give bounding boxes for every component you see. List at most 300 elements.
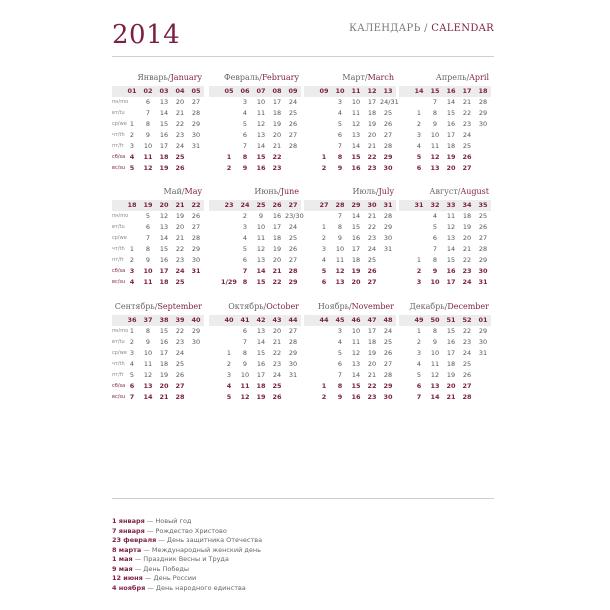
day-cell: 16 [272, 212, 282, 220]
day-cell: 8 [145, 245, 151, 253]
day-cell: 16 [159, 131, 169, 139]
day-cell [285, 163, 301, 174]
day-cell: 19 [462, 223, 472, 231]
week-column [269, 97, 285, 174]
day-cell: 15 [351, 382, 361, 390]
day-cell: 19 [159, 371, 169, 379]
week-column [380, 326, 396, 403]
day-cell: 6 [432, 234, 438, 242]
day-cell: 4 [242, 234, 248, 242]
day-cell: 1 [129, 120, 135, 128]
day-cell: 3 [129, 267, 135, 275]
day-cell: 22 [462, 256, 472, 264]
day-cell: 20 [159, 382, 169, 390]
day-cell [221, 108, 237, 119]
week-column [285, 211, 304, 288]
week-column [316, 97, 332, 174]
day-cell [221, 255, 237, 266]
week-column [188, 326, 204, 403]
weekday-label: вт/tu [112, 110, 125, 116]
month-row [112, 186, 494, 301]
week-number: 47 [367, 316, 377, 324]
day-cell: 19 [446, 371, 456, 379]
day-cell: 11 [256, 234, 266, 242]
week-column [443, 97, 459, 174]
day-cell: 1 [321, 223, 327, 231]
day-cell [411, 97, 427, 108]
day-cell: 19 [272, 245, 282, 253]
day-cell: 1 [129, 327, 135, 335]
weekday-label: чт/th [112, 361, 125, 367]
day-columns [209, 211, 304, 288]
day-cell [316, 359, 332, 370]
day-cell: 23 [367, 234, 377, 242]
day-cell [221, 337, 237, 348]
day-cell: 30 [288, 360, 298, 368]
day-cell: 25 [288, 109, 298, 117]
week-column [156, 97, 172, 174]
weekday-label: вс/su [112, 165, 126, 171]
week-number: 40 [224, 316, 234, 324]
holiday-item [112, 517, 492, 527]
day-cell: 27 [288, 256, 298, 264]
day-columns [112, 211, 204, 288]
day-cell: 15 [256, 153, 266, 161]
weekday-label: вт/tu [112, 224, 125, 230]
day-cell: 23 [175, 338, 185, 346]
day-cell: 8 [432, 109, 438, 117]
day-cell: 27 [288, 131, 298, 139]
month-name-ru: Апрель/ [435, 73, 470, 82]
day-cell: 11 [143, 278, 153, 286]
day-cell: 3 [416, 349, 422, 357]
day-cell: 2 [226, 164, 232, 172]
day-cell [188, 359, 204, 370]
day-cell: 29 [383, 382, 393, 390]
day-cell: 11 [335, 256, 345, 264]
week-number: 11 [351, 87, 361, 95]
month-row [112, 301, 494, 411]
day-cell: 5 [432, 223, 438, 231]
day-cell: 23 [462, 267, 472, 275]
month-block [304, 186, 396, 288]
day-cell: 27 [383, 131, 393, 139]
day-cell [380, 266, 396, 277]
week-column [124, 211, 140, 288]
day-cell [188, 381, 204, 392]
day-cell: 1 [416, 327, 422, 335]
day-cell [285, 392, 301, 403]
week-column [253, 326, 269, 403]
day-cell: 17 [446, 278, 456, 286]
day-cell: 18 [272, 109, 282, 117]
day-cell: 9 [242, 164, 248, 172]
holiday-name: — Рождество Христово [144, 526, 227, 535]
month-block [399, 301, 491, 403]
day-cell: 12 [335, 267, 345, 275]
day-cell: 29 [478, 256, 488, 264]
day-cell: 12 [143, 371, 153, 379]
year-heading: 2014 [112, 20, 181, 50]
day-columns [209, 97, 301, 174]
day-cell: 17 [367, 327, 377, 335]
week-column [285, 97, 301, 174]
day-cell: 24 [175, 349, 185, 357]
day-cell: 18 [159, 360, 169, 368]
holiday-name: — Международный женский день [141, 545, 261, 554]
day-cell: 16 [446, 120, 456, 128]
day-cell: 20 [272, 256, 282, 264]
day-cell: 28 [478, 245, 488, 253]
day-cell: 8 [242, 278, 248, 286]
month-block [209, 72, 301, 174]
month-block [209, 186, 304, 288]
day-cell: 25 [175, 153, 185, 161]
day-cell: 5 [145, 212, 151, 220]
month-name [304, 186, 396, 198]
day-cell: 18 [446, 142, 456, 150]
day-cell: 23 [272, 164, 282, 172]
day-cell: 28 [383, 212, 393, 220]
day-cell: 5 [337, 120, 343, 128]
day-cell [124, 211, 140, 222]
calendar-title-separator: / [420, 23, 432, 34]
day-cell: 25 [367, 256, 377, 264]
day-cell: 10 [351, 98, 361, 106]
day-cell: 26 [383, 120, 393, 128]
day-cell: 24 [272, 371, 282, 379]
day-cell: 29 [383, 153, 393, 161]
day-cell: 9 [242, 360, 248, 368]
week-number: 52 [462, 316, 472, 324]
day-cell [316, 211, 332, 222]
weekday-label: вс/su [112, 279, 126, 285]
day-cell: 30 [478, 120, 488, 128]
week-numbers [399, 315, 491, 326]
day-cell: 7 [242, 142, 248, 150]
day-cell [475, 141, 491, 152]
day-cell: 5 [337, 349, 343, 357]
holiday-date: 1 января [112, 517, 145, 525]
week-number: 26 [272, 201, 282, 209]
day-cell: 20 [446, 382, 456, 390]
day-cell [411, 233, 427, 244]
day-cell: 10 [143, 142, 153, 150]
month-block [112, 301, 204, 403]
day-cell: 16 [351, 393, 361, 401]
day-cell: 2 [321, 234, 327, 242]
day-cell [380, 277, 396, 288]
day-columns [399, 211, 491, 288]
day-cell: 13 [335, 278, 345, 286]
week-column [124, 326, 140, 403]
day-cell: 9 [337, 164, 343, 172]
day-cell: 4 [416, 142, 422, 150]
day-cell: 11 [351, 338, 361, 346]
day-cell: 4 [337, 109, 343, 117]
day-cell: 1 [226, 349, 232, 357]
day-cell: 5 [416, 371, 422, 379]
day-cell [475, 130, 491, 141]
day-cell: 18 [256, 382, 266, 390]
week-column [348, 326, 364, 403]
day-cell [221, 119, 237, 130]
day-cell: 8 [432, 256, 438, 264]
month-name [399, 186, 491, 198]
month-name [399, 301, 491, 313]
day-cell [188, 370, 204, 381]
day-cell: 11 [351, 109, 361, 117]
month-name-ru: Май/ [163, 187, 185, 196]
day-cell: 24 [462, 349, 472, 357]
day-cell: 8 [145, 327, 151, 335]
holiday-list [112, 517, 492, 593]
day-cell: 3 [129, 349, 135, 357]
day-cell: 24 [462, 278, 472, 286]
day-cell: 6 [145, 223, 151, 231]
day-cell: 11 [240, 382, 250, 390]
week-column [364, 97, 380, 174]
week-number: 34 [462, 201, 472, 209]
day-cell: 15 [446, 109, 456, 117]
week-number: 28 [335, 201, 345, 209]
day-cell [221, 233, 237, 244]
day-cell: 1 [129, 245, 135, 253]
day-cell: 8 [432, 327, 438, 335]
day-cell: 17 [159, 349, 169, 357]
week-number: 18 [127, 201, 137, 209]
day-cell: 6 [337, 131, 343, 139]
day-cell: 20 [367, 131, 377, 139]
day-cell: 21 [272, 142, 282, 150]
day-cell: 9 [432, 120, 438, 128]
day-cell: 22 [367, 153, 377, 161]
week-column [332, 97, 348, 174]
weekday-label: сб/sa [112, 383, 126, 389]
week-column [475, 97, 491, 174]
day-cell: 21 [272, 338, 282, 346]
day-cell: 31 [288, 371, 298, 379]
day-cell [221, 266, 237, 277]
day-cell: 11 [430, 360, 440, 368]
holiday-date: 4 ноября [112, 583, 146, 592]
week-number: 42 [256, 316, 266, 324]
day-cell [124, 233, 140, 244]
week-column [188, 211, 204, 288]
holiday-item [112, 536, 492, 546]
day-cell [221, 222, 237, 233]
top-divider [112, 56, 494, 57]
day-cell: 7 [337, 371, 343, 379]
day-cell: 17 [272, 98, 282, 106]
day-cell: 21 [367, 212, 377, 220]
month-name [209, 72, 301, 84]
day-cell: 27 [288, 327, 298, 335]
day-cell: 17 [159, 267, 169, 275]
day-cell: 6 [416, 382, 422, 390]
day-cell: 13 [143, 382, 153, 390]
day-cell: 3 [321, 245, 327, 253]
month-name-en: January [170, 73, 202, 82]
day-cell: 23 [367, 393, 377, 401]
month-name-en: March [367, 73, 394, 82]
week-number: 19 [143, 201, 153, 209]
week-column [411, 211, 427, 288]
week-column [380, 211, 396, 288]
day-cell: 3 [337, 327, 343, 335]
day-cell: 2 [416, 267, 422, 275]
week-column [253, 211, 269, 288]
day-cell: 10 [240, 371, 250, 379]
week-column [285, 326, 301, 403]
day-cell: 12 [430, 153, 440, 161]
day-cell [316, 370, 332, 381]
day-cell: 23 [462, 120, 472, 128]
weekday-label: сб/sa [112, 268, 126, 274]
day-cell: 29 [191, 120, 201, 128]
day-cell: 15 [351, 153, 361, 161]
day-cell: 15 [159, 245, 169, 253]
day-cell: 19 [446, 153, 456, 161]
day-cell: 22 [367, 223, 377, 231]
month-block [399, 72, 491, 174]
day-cell [188, 348, 204, 359]
day-cell: 25 [272, 382, 282, 390]
week-number: 24 [240, 201, 250, 209]
week-numbers [304, 315, 396, 326]
month-name-ru: Октябрь/ [228, 302, 267, 311]
day-cell: 7 [416, 393, 422, 401]
day-cell: 11 [143, 153, 153, 161]
week-column [237, 211, 253, 288]
week-numbers [112, 200, 204, 211]
day-cell: 4 [129, 153, 135, 161]
week-numbers [112, 86, 204, 97]
month-name-en: December [447, 302, 489, 311]
day-cell: 19 [351, 267, 361, 275]
day-cell: 24 [175, 142, 185, 150]
day-cell: 29 [478, 327, 488, 335]
day-cell: 29 [383, 223, 393, 231]
holiday-name: — Новый год [144, 517, 192, 525]
day-cell: 8 [337, 223, 343, 231]
day-cell: 28 [175, 393, 185, 401]
week-number: 40 [191, 316, 201, 324]
month-block [112, 186, 204, 288]
day-cell [188, 152, 204, 163]
week-number: 30 [367, 201, 377, 209]
week-number: 29 [351, 201, 361, 209]
week-number: 36 [127, 316, 137, 324]
weekday-label: вс/su [112, 394, 126, 400]
month-name-ru: Январь/ [137, 73, 171, 82]
day-cell [316, 337, 332, 348]
day-cell: 18 [159, 153, 169, 161]
day-cell: 12 [446, 223, 456, 231]
day-cell: 25 [462, 142, 472, 150]
day-cell: 29 [478, 109, 488, 117]
day-cell: 16 [159, 256, 169, 264]
day-cell: 20 [446, 164, 456, 172]
month-name-ru: Ноябрь/ [317, 302, 352, 311]
day-columns [209, 326, 301, 403]
day-cell: 25 [478, 212, 488, 220]
week-number: 22 [191, 201, 201, 209]
day-cell: 29 [288, 278, 298, 286]
day-cell: 23 [272, 360, 282, 368]
day-cell [475, 370, 491, 381]
week-number: 06 [240, 87, 250, 95]
day-cell: 2 [321, 393, 327, 401]
week-column [172, 326, 188, 403]
day-cell: 25 [175, 360, 185, 368]
day-cell: 27 [191, 98, 201, 106]
month-name [112, 301, 204, 313]
holiday-name: — День Победы [132, 564, 190, 573]
day-cell: 13 [430, 382, 440, 390]
week-number: 43 [272, 316, 282, 324]
weekday-label: пн/mo [112, 213, 129, 219]
day-cell: 20 [272, 327, 282, 335]
day-cell: 30 [383, 393, 393, 401]
day-cell [188, 392, 204, 403]
day-cell: 30 [191, 256, 201, 264]
holiday-name: — Праздник Весны и Труда [132, 555, 229, 563]
day-cell [316, 108, 332, 119]
week-number: 13 [383, 87, 393, 95]
day-cell: 7 [242, 338, 248, 346]
month-name-ru: Март/ [342, 73, 368, 82]
holiday-name: — День народного единства [145, 583, 246, 592]
week-numbers [209, 86, 301, 97]
holiday-date: 23 февраля [112, 536, 157, 544]
week-column [237, 326, 253, 403]
day-cell: 6 [416, 164, 422, 172]
day-cell: 9 [145, 131, 151, 139]
day-cell: 11 [430, 142, 440, 150]
day-cell: 30 [383, 164, 393, 172]
week-column [140, 326, 156, 403]
day-cell: 2 [321, 164, 327, 172]
day-cell: 27 [478, 234, 488, 242]
week-column [156, 326, 172, 403]
day-cell: 3 [129, 142, 135, 150]
week-number: 08 [272, 87, 282, 95]
day-cell [475, 359, 491, 370]
day-cell: 10 [430, 131, 440, 139]
day-cell: 28 [478, 98, 488, 106]
day-cell: 8 [242, 153, 248, 161]
day-cell: 26 [462, 371, 472, 379]
day-cell: 1 [416, 256, 422, 264]
day-cell: 9 [337, 234, 343, 242]
day-cell: 18 [351, 256, 361, 264]
month-name-ru: Июнь/ [254, 187, 281, 196]
day-cell: 9 [258, 212, 264, 220]
day-cell: 7 [242, 267, 248, 275]
holiday-item [112, 546, 492, 556]
day-cell: 5 [129, 164, 135, 172]
week-number: 48 [383, 316, 393, 324]
day-cell: 8 [337, 153, 343, 161]
day-cell: 13 [430, 164, 440, 172]
day-cell: 24 [175, 267, 185, 275]
week-column [316, 326, 332, 403]
day-cell: 5 [226, 393, 232, 401]
week-number: 32 [430, 201, 440, 209]
day-cell: 27 [175, 382, 185, 390]
week-number: 09 [288, 87, 298, 95]
